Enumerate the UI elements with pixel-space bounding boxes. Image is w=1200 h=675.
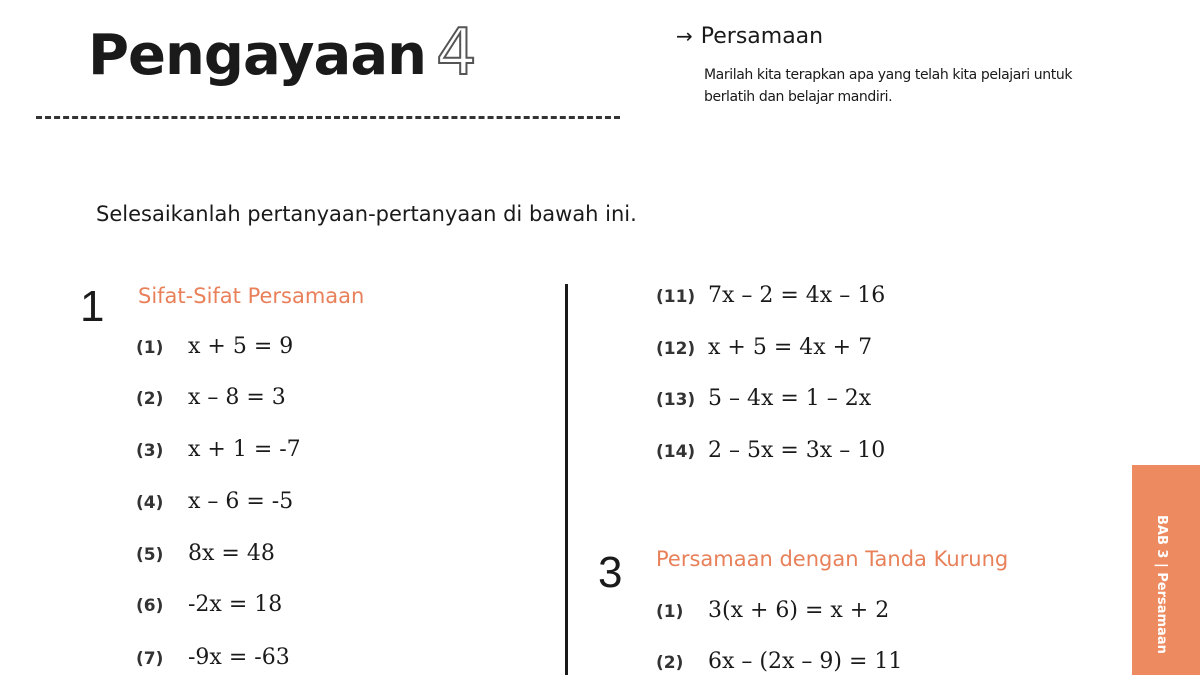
column-divider	[565, 284, 568, 675]
exercise-item: (12) x + 5 = 4x + 7	[656, 335, 873, 360]
page-title	[88, 16, 476, 90]
exercise-item: (2) 6x – (2x – 9) = 11	[656, 649, 903, 674]
exercise-item: (11) 7x – 2 = 4x – 16	[656, 283, 886, 308]
exercise-item: (2) x – 8 = 3	[136, 385, 286, 410]
exercise-item: (7) -9x = -63	[136, 645, 290, 670]
section-3-number: 3	[598, 548, 623, 597]
section-1-title: Sifat-Sifat Persamaan	[138, 284, 365, 308]
arrow-right-icon: →	[676, 24, 693, 48]
instruction-text: Selesaikanlah pertanyaan-pertanyaan di bawah ini.	[96, 202, 637, 226]
chapter-side-tab	[1132, 465, 1200, 675]
section-1-number: 1	[80, 282, 105, 331]
exercise-item: (1) 3(x + 6) = x + 2	[656, 598, 890, 623]
page-title-text: Pengayaan	[88, 23, 426, 88]
topic-description: Marilah kita terapkan apa yang telah kita pelajari untuk berlatih dan belajar mandiri.	[704, 67, 1073, 105]
exercise-item: (6) -2x = 18	[136, 592, 283, 617]
chapter-side-tab-label: BAB 3 | Persamaan	[1154, 515, 1169, 654]
exercise-item: (14) 2 – 5x = 3x – 10	[656, 438, 886, 463]
title-dashed-divider	[36, 116, 620, 119]
exercise-item: (4) x – 6 = -5	[136, 489, 294, 514]
page-title-number: 4	[436, 16, 476, 90]
exercise-item: (13) 5 – 4x = 1 – 2x	[656, 386, 872, 411]
topic-heading	[676, 24, 823, 49]
section-3-title: Persamaan dengan Tanda Kurung	[656, 547, 1009, 571]
exercise-item: (1) x + 5 = 9	[136, 334, 294, 359]
topic-label: Persamaan	[700, 24, 824, 49]
exercise-item: (3) x + 1 = -7	[136, 437, 301, 462]
exercise-item: (5) 8x = 48	[136, 541, 275, 566]
